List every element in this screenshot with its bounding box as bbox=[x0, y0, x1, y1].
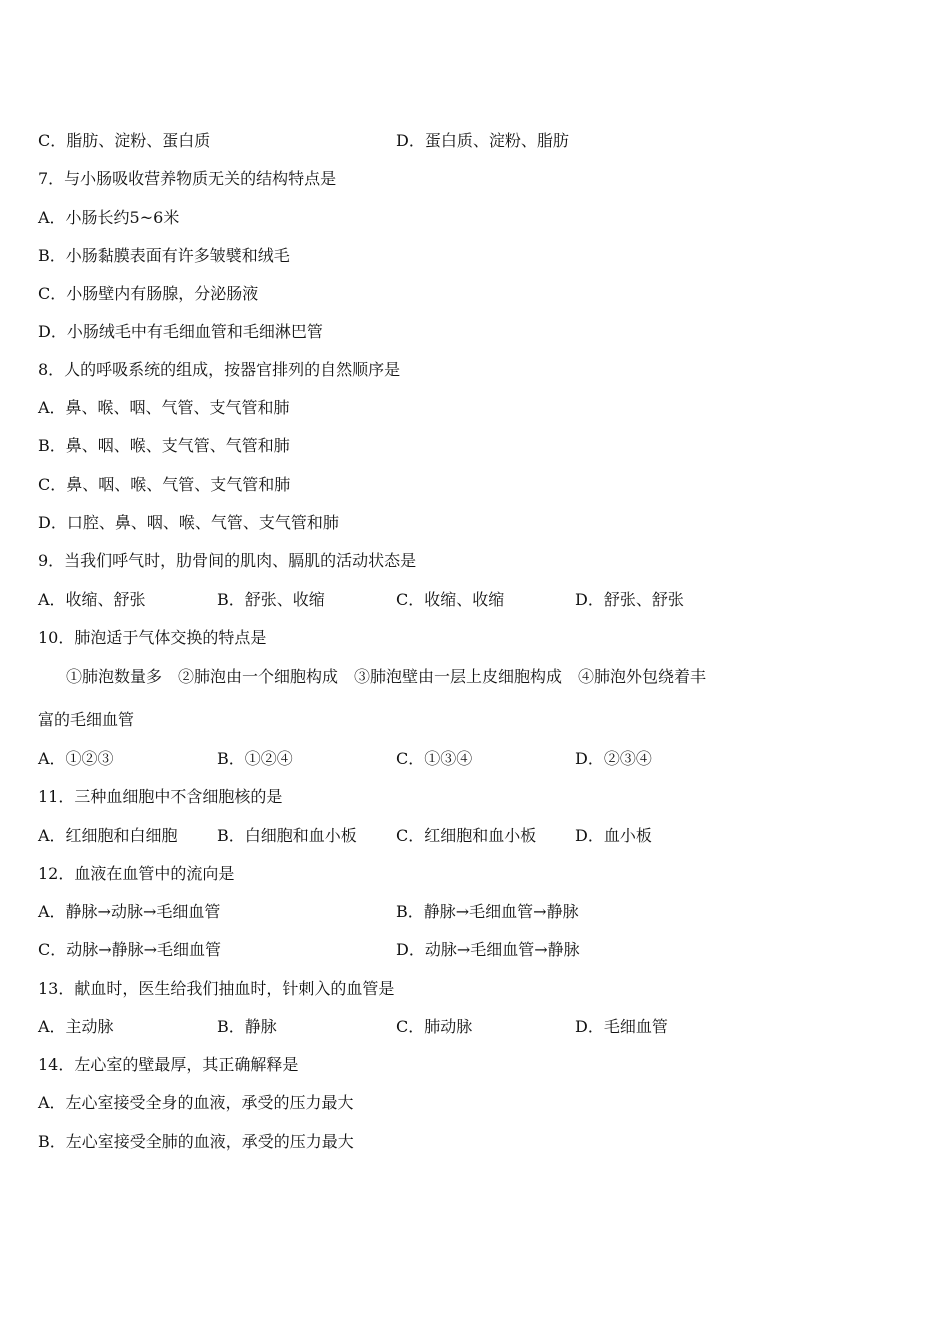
option-c: C．肺动脉 bbox=[396, 1017, 473, 1036]
option-c: C．红细胞和血小板 bbox=[396, 826, 537, 845]
q8-option-d: D．口腔、鼻、咽、喉、气管、支气管和肺 bbox=[38, 513, 339, 532]
option-c: C．脂肪、淀粉、蛋白质 bbox=[38, 131, 211, 150]
option-d: D．舒张、舒张 bbox=[575, 590, 684, 609]
q10-statements: ①肺泡数量多 ②肺泡由一个细胞构成 ③肺泡壁由一层上皮细胞构成 ④肺泡外包绕着丰 bbox=[66, 667, 707, 686]
q8-option-b: B．鼻、咽、喉、支气管、气管和肺 bbox=[38, 436, 290, 455]
option-b: B．①②④ bbox=[217, 749, 293, 768]
option-d: D．毛细血管 bbox=[575, 1017, 668, 1036]
q7-option-a: A．小肠长约5~6米 bbox=[38, 208, 180, 227]
option-d: D．血小板 bbox=[575, 826, 652, 845]
question-7: 7．与小肠吸收营养物质无关的结构特点是 bbox=[38, 169, 337, 188]
question-11: 11．三种血细胞中不含细胞核的是 bbox=[38, 787, 283, 806]
option-a: A．收缩、舒张 bbox=[38, 590, 146, 609]
q8-option-c: C．鼻、咽、喉、气管、支气管和肺 bbox=[38, 475, 291, 494]
q7-option-c: C．小肠壁内有肠腺，分泌肠液 bbox=[38, 284, 259, 303]
q8-option-a: A．鼻、喉、咽、气管、支气管和肺 bbox=[38, 398, 290, 417]
option-b: B．白细胞和血小板 bbox=[217, 826, 357, 845]
q14-option-a: A．左心室接受全身的血液，承受的压力最大 bbox=[38, 1093, 354, 1112]
option-c: C．动脉→静脉→毛细血管 bbox=[38, 940, 222, 959]
option-a: A．红细胞和白细胞 bbox=[38, 826, 178, 845]
option-c: C．收缩、收缩 bbox=[396, 590, 505, 609]
question-10: 10．肺泡适于气体交换的特点是 bbox=[38, 628, 267, 647]
q7-option-d: D．小肠绒毛中有毛细血管和毛细淋巴管 bbox=[38, 322, 323, 341]
question-13: 13．献血时，医生给我们抽血时，针刺入的血管是 bbox=[38, 979, 395, 998]
option-d: D．动脉→毛细血管→静脉 bbox=[396, 940, 580, 959]
question-8: 8．人的呼吸系统的组成，按器官排列的自然顺序是 bbox=[38, 360, 401, 379]
option-c: C．①③④ bbox=[396, 749, 473, 768]
q7-option-b: B．小肠黏膜表面有许多皱襞和绒毛 bbox=[38, 246, 290, 265]
question-9: 9．当我们呼气时，肋骨间的肌肉、膈肌的活动状态是 bbox=[38, 551, 417, 570]
option-d: D．②③④ bbox=[575, 749, 652, 768]
option-b: B．静脉 bbox=[217, 1017, 277, 1036]
option-a: A．主动脉 bbox=[38, 1017, 114, 1036]
question-12: 12．血液在血管中的流向是 bbox=[38, 864, 235, 883]
option-a: A．①②③ bbox=[38, 749, 114, 768]
question-14: 14．左心室的壁最厚，其正确解释是 bbox=[38, 1055, 299, 1074]
option-b: B．舒张、收缩 bbox=[217, 590, 325, 609]
q10-statements-continued: 富的毛细血管 bbox=[38, 710, 135, 729]
option-d: D．蛋白质、淀粉、脂肪 bbox=[396, 131, 569, 150]
option-a: A．静脉→动脉→毛细血管 bbox=[38, 902, 221, 921]
q14-option-b: B．左心室接受全肺的血液，承受的压力最大 bbox=[38, 1132, 354, 1151]
option-b: B．静脉→毛细血管→静脉 bbox=[396, 902, 579, 921]
